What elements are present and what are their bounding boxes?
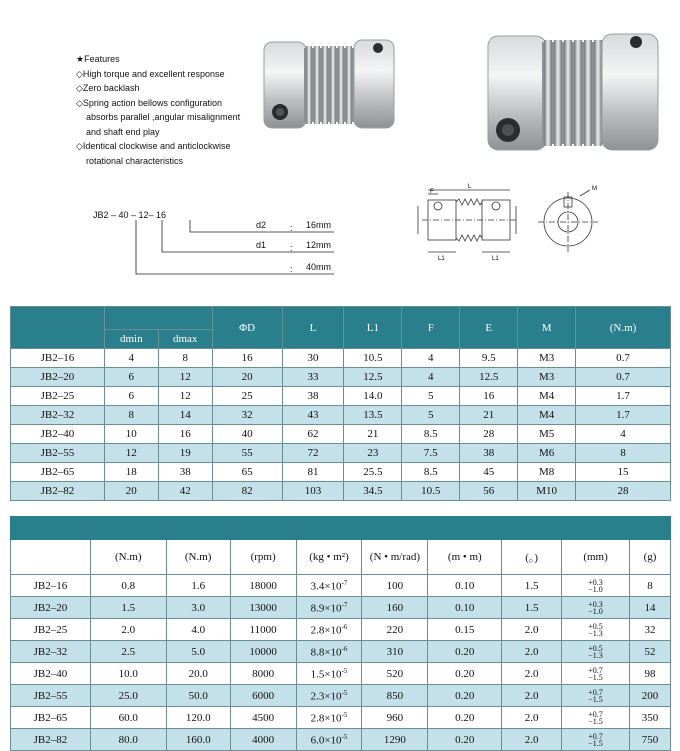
cell: 16 [158, 425, 212, 444]
tol-lo: −1.5 [588, 694, 603, 704]
cell: 5.0 [166, 641, 230, 663]
cell: 0.20 [428, 685, 502, 707]
header-cell: (N.m) [166, 540, 230, 575]
inertia-value: 8.9×10 [310, 602, 342, 615]
cell: 2.0 [90, 619, 166, 641]
cell: 8 [104, 406, 158, 425]
tol-hi: +0.7 [588, 731, 603, 741]
cell: 0.10 [428, 597, 502, 619]
feature-line: ◇Spring action bellows configuration [76, 97, 223, 108]
feature-line: and shaft end play [86, 126, 160, 137]
tol-lo: −1.5 [588, 672, 603, 682]
inertia-value: 1.5×10 [310, 668, 342, 681]
cell [562, 663, 630, 685]
cell: 6 [104, 387, 158, 406]
cell: 34.5 [344, 482, 402, 501]
cell: 4.0 [166, 619, 230, 641]
cell: 5 [402, 406, 460, 425]
cell: 15 [576, 463, 671, 482]
d2-label: d2 [256, 220, 267, 230]
table-row [11, 641, 671, 663]
tol-lo: −1.3 [588, 628, 603, 638]
d1-sep: : [290, 243, 293, 253]
inertia-value: 6.0×10 [310, 734, 342, 747]
cell: 14.0 [344, 387, 402, 406]
cell: 0.10 [428, 575, 502, 597]
feature-item [76, 96, 276, 140]
cell: M8 [518, 463, 576, 482]
cell [562, 619, 630, 641]
cell: 21 [344, 425, 402, 444]
cell: JB2–16 [11, 575, 91, 597]
header-cell [104, 307, 212, 330]
cell: 0.20 [428, 729, 502, 751]
cell: 56 [460, 482, 518, 501]
cell: JB2–82 [11, 729, 91, 751]
drawing-label-L1: L1 [438, 256, 445, 262]
cell [562, 597, 630, 619]
header-cell: L [282, 307, 344, 349]
cell: 5 [402, 387, 460, 406]
inertia-value: 2.3×10 [310, 690, 342, 703]
cell: 40 [212, 425, 282, 444]
cell: 20 [212, 368, 282, 387]
cell: 2.0 [502, 619, 562, 641]
cell: 0.15 [428, 619, 502, 641]
features-title: ★Features [76, 54, 120, 64]
drawing-label-L: L [468, 184, 472, 190]
cell: 310 [362, 641, 428, 663]
cell: 0.7 [576, 368, 671, 387]
cell [296, 685, 362, 707]
cell: 2.0 [502, 641, 562, 663]
cell: 12.5 [344, 368, 402, 387]
table-row [11, 349, 671, 368]
table-row [11, 482, 671, 501]
cell: 14 [158, 406, 212, 425]
cell: 32 [630, 619, 671, 641]
inertia-exp: -7 [341, 578, 348, 587]
cell [562, 575, 630, 597]
feature-item [76, 139, 276, 168]
cell [296, 663, 362, 685]
header-cell: ΦD [212, 307, 282, 349]
cell: M6 [518, 444, 576, 463]
dia-value: 40mm [306, 262, 332, 272]
cell: 7.5 [402, 444, 460, 463]
coupling-photo-large [484, 28, 664, 156]
cell: 38 [158, 463, 212, 482]
cell: 0.8 [90, 575, 166, 597]
cell: JB2–40 [11, 663, 91, 685]
cell: 200 [630, 685, 671, 707]
header-cell: (mm) [562, 540, 630, 575]
cell: JB2–65 [11, 463, 105, 482]
cell: 10.5 [344, 349, 402, 368]
cell: 19 [158, 444, 212, 463]
cell: 0.20 [428, 707, 502, 729]
tol-hi: +0.3 [588, 577, 603, 587]
cell: M5 [518, 425, 576, 444]
cell: M3 [518, 368, 576, 387]
cell [296, 597, 362, 619]
inertia-exp: -5 [341, 666, 348, 675]
cell: 3.0 [166, 597, 230, 619]
tol-hi: +0.5 [588, 621, 603, 631]
cell: 2.0 [502, 685, 562, 707]
cell: 8 [630, 575, 671, 597]
cell: 0.20 [428, 641, 502, 663]
cell: 28 [460, 425, 518, 444]
feature-line: ◇Identical clockwise and anticlockwise [76, 141, 231, 151]
table-header-row [11, 540, 671, 575]
cell: 2.0 [502, 729, 562, 751]
cell: 23 [344, 444, 402, 463]
dia-sep: : [290, 264, 293, 274]
cell: 100 [362, 575, 428, 597]
cell: 25 [212, 387, 282, 406]
cell: JB2–82 [11, 482, 105, 501]
cell: 10 [104, 425, 158, 444]
cell: 65 [212, 463, 282, 482]
cell: 4000 [230, 729, 296, 751]
inertia-value: 2.8×10 [310, 624, 342, 637]
cell: 2.5 [90, 641, 166, 663]
cell: 14 [630, 597, 671, 619]
cell: 42 [158, 482, 212, 501]
cell: 1.5 [90, 597, 166, 619]
cell: JB2–25 [11, 387, 105, 406]
tol-lo: −1.5 [588, 738, 603, 748]
cell: 12 [104, 444, 158, 463]
header-cell: M [518, 307, 576, 349]
inertia-value: 2.8×10 [310, 712, 342, 725]
cell: 350 [630, 707, 671, 729]
table-header-band [11, 517, 671, 540]
cell: 45 [460, 463, 518, 482]
header-cell: (m • m) [428, 540, 502, 575]
cell: 1.7 [576, 387, 671, 406]
cell: 8.5 [402, 463, 460, 482]
feature-line: ◇High torque and excellent response [76, 68, 225, 79]
cell: 520 [362, 663, 428, 685]
tol-hi: +0.3 [588, 599, 603, 609]
cell [562, 641, 630, 663]
header-cell-dmin: dmin [104, 330, 158, 349]
d2-value: 16mm [306, 220, 332, 230]
cell: 850 [362, 685, 428, 707]
feature-item [76, 81, 276, 96]
cell: 0.7 [576, 349, 671, 368]
cell: 120.0 [166, 707, 230, 729]
cell: 38 [282, 387, 344, 406]
inertia-exp: -5 [341, 732, 348, 741]
table-row [11, 463, 671, 482]
drawing-label-L1: L1 [492, 256, 499, 262]
cell [296, 707, 362, 729]
inertia-exp: -5 [341, 710, 348, 719]
inertia-value: 3.4×10 [310, 580, 342, 593]
table-row [11, 425, 671, 444]
cell: 60.0 [90, 707, 166, 729]
header-cell: (g) [630, 540, 671, 575]
cell: M10 [518, 482, 576, 501]
cell: 18000 [230, 575, 296, 597]
header-cell: (N.m) [90, 540, 166, 575]
cell: 20.0 [166, 663, 230, 685]
table-row [11, 685, 671, 707]
header-cell [11, 307, 105, 349]
header-cell: (。) [502, 540, 562, 575]
d2-sep: : [290, 223, 293, 233]
feature-line: absorbs parallel ,angular misalignment [86, 112, 241, 122]
cell: 1.6 [166, 575, 230, 597]
cell: 33 [282, 368, 344, 387]
inertia-exp: -7 [341, 600, 348, 609]
cell: 2.0 [502, 663, 562, 685]
cell: 16 [212, 349, 282, 368]
cell: 6000 [230, 685, 296, 707]
cell: 6 [104, 368, 158, 387]
cell: JB2–55 [11, 444, 105, 463]
cell: 10.0 [90, 663, 166, 685]
cell: JB2–20 [11, 368, 105, 387]
header-cell: (N • m/rad) [362, 540, 428, 575]
tol-lo: −1.0 [588, 584, 603, 594]
cell: 98 [630, 663, 671, 685]
cell: 4 [402, 349, 460, 368]
cell: M3 [518, 349, 576, 368]
table-row [11, 597, 671, 619]
header-cell: F [402, 307, 460, 349]
table-row [11, 368, 671, 387]
cell: 10.5 [402, 482, 460, 501]
cell: 8000 [230, 663, 296, 685]
feature-line: ◇Zero backlash [76, 83, 140, 93]
cell: 9.5 [460, 349, 518, 368]
performance-table [10, 516, 671, 751]
cell: JB2–65 [11, 707, 91, 729]
table-row [11, 406, 671, 425]
cell: 4 [576, 425, 671, 444]
cell: JB2–16 [11, 349, 105, 368]
cell [296, 575, 362, 597]
cell [296, 619, 362, 641]
cell: 10000 [230, 641, 296, 663]
cell [562, 685, 630, 707]
drawing-label-M: M [592, 186, 597, 192]
cell: 16 [460, 387, 518, 406]
table-row [11, 663, 671, 685]
d1-label: d1 [256, 240, 267, 250]
cell: 21 [460, 406, 518, 425]
cell: 12 [158, 368, 212, 387]
cell: 4 [104, 349, 158, 368]
inertia-value: 8.8×10 [310, 646, 342, 659]
cell: 20 [104, 482, 158, 501]
header-cell: (N.m) [576, 307, 671, 349]
feature-line: rotational characteristics [86, 155, 184, 166]
cell: 220 [362, 619, 428, 641]
cell: JB2–32 [11, 641, 91, 663]
cell: 62 [282, 425, 344, 444]
tol-hi: +0.7 [588, 687, 603, 697]
tol-lo: −1.0 [588, 606, 603, 616]
cell: 0.20 [428, 663, 502, 685]
table-header-row [11, 307, 671, 330]
cell: 4500 [230, 707, 296, 729]
cell: 103 [282, 482, 344, 501]
cell: 38 [460, 444, 518, 463]
header-cell-dmax: dmax [158, 330, 212, 349]
cell: 12.5 [460, 368, 518, 387]
cell: 32 [212, 406, 282, 425]
header-cell: (rpm) [230, 540, 296, 575]
tol-hi: +0.5 [588, 643, 603, 653]
cell: 43 [282, 406, 344, 425]
cell: 8 [158, 349, 212, 368]
tol-hi: +0.7 [588, 665, 603, 675]
tol-lo: −1.5 [588, 716, 603, 726]
cell [562, 707, 630, 729]
cell: 50.0 [166, 685, 230, 707]
inertia-exp: -6 [341, 644, 348, 653]
cell: 28 [576, 482, 671, 501]
cell: 1.5 [502, 575, 562, 597]
inertia-exp: -5 [341, 688, 348, 697]
cell: 55 [212, 444, 282, 463]
cell: 160 [362, 597, 428, 619]
model-code: JB2 – 40 – 12– 16 [93, 210, 167, 220]
cell: 11000 [230, 619, 296, 641]
table-row [11, 707, 671, 729]
cell: JB2–20 [11, 597, 91, 619]
table-row [11, 619, 671, 641]
cell: 8 [576, 444, 671, 463]
table-row [11, 575, 671, 597]
cell: 18 [104, 463, 158, 482]
cell: 1.7 [576, 406, 671, 425]
cell: 13000 [230, 597, 296, 619]
cell: 25.0 [90, 685, 166, 707]
inertia-exp: -6 [341, 622, 348, 631]
header-cell [11, 540, 91, 575]
technical-drawing [408, 182, 618, 264]
cell: 750 [630, 729, 671, 751]
cell: JB2–40 [11, 425, 105, 444]
tol-lo: −1.3 [588, 650, 603, 660]
cell: JB2–32 [11, 406, 105, 425]
feature-item [76, 67, 276, 82]
cell: M4 [518, 406, 576, 425]
cell: 81 [282, 463, 344, 482]
header-cell: L1 [344, 307, 402, 349]
cell: 160.0 [166, 729, 230, 751]
header-cell: (kg • m²) [296, 540, 362, 575]
cell: 12 [158, 387, 212, 406]
cell: 8.5 [402, 425, 460, 444]
cell: 72 [282, 444, 344, 463]
cell: M4 [518, 387, 576, 406]
coupling-photo-small [260, 34, 400, 136]
dimensions-table [10, 306, 671, 501]
cell: 80.0 [90, 729, 166, 751]
header-cell: E [460, 307, 518, 349]
table-row [11, 444, 671, 463]
table-row [11, 387, 671, 406]
drawing-label-F: F [430, 189, 434, 195]
cell: 4 [402, 368, 460, 387]
features-list [76, 52, 276, 168]
cell: 1290 [362, 729, 428, 751]
cell: JB2–25 [11, 619, 91, 641]
cell: 82 [212, 482, 282, 501]
cell: 25.5 [344, 463, 402, 482]
cell: 13.5 [344, 406, 402, 425]
cell: 52 [630, 641, 671, 663]
tol-hi: +0.7 [588, 709, 603, 719]
cell: 1.5 [502, 597, 562, 619]
cell: 30 [282, 349, 344, 368]
cell: 960 [362, 707, 428, 729]
d1-value: 12mm [306, 240, 332, 250]
cell [296, 641, 362, 663]
cell: JB2–55 [11, 685, 91, 707]
cell: 2.0 [502, 707, 562, 729]
